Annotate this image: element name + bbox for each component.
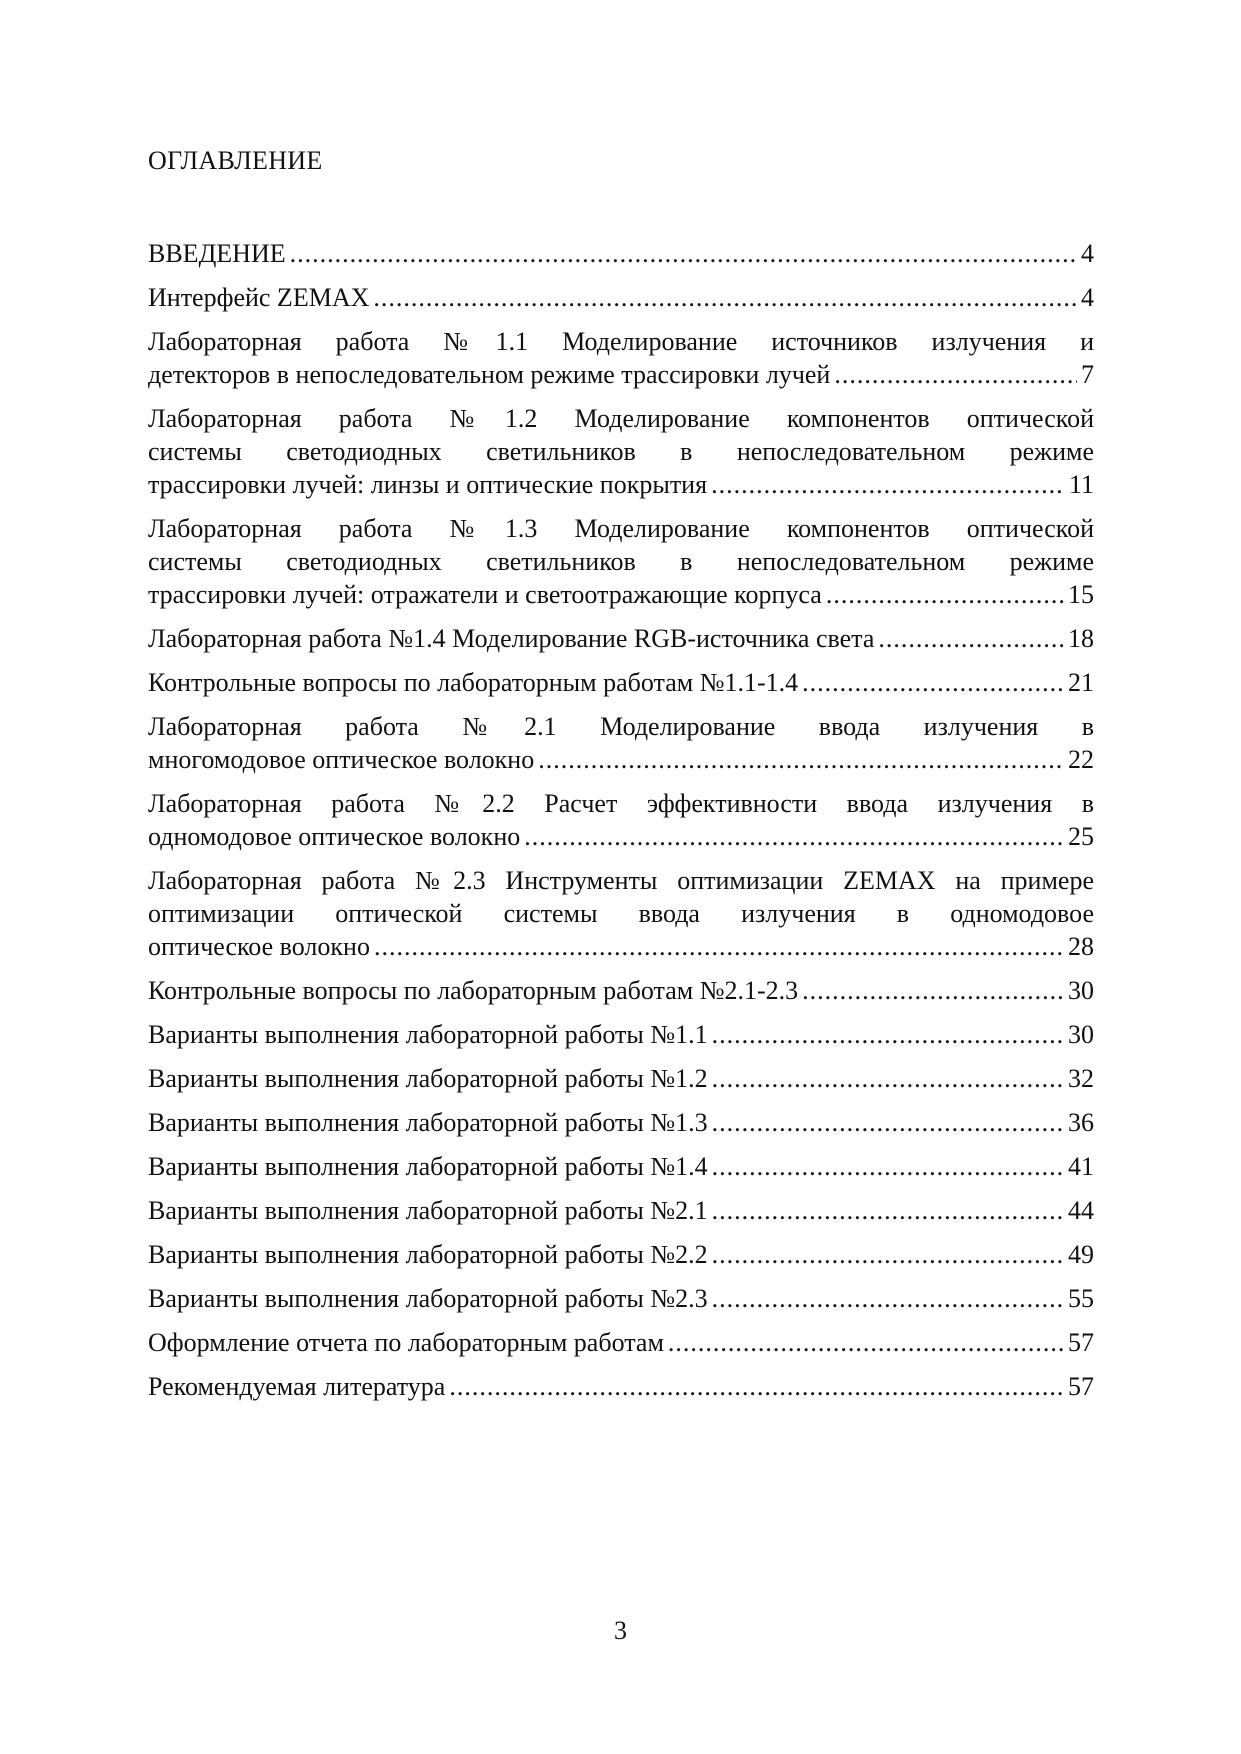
toc-page-number: 21 [1068, 668, 1094, 697]
toc-page-number: 30 [1068, 1020, 1094, 1049]
toc-entry[interactable] [148, 1106, 1094, 1139]
toc-entry-title: трассировки лучей: отражатели и светоотражающие корпуса [148, 580, 822, 609]
toc-entry-line: Лабораторная работа №1.1 Моделирование источников излучения и [148, 327, 1094, 356]
toc-page-number: 4 [1081, 239, 1094, 268]
toc-entry[interactable] [148, 787, 1094, 853]
toc-entry-line: оптимизации оптической системы ввода излучения в одномодовое [148, 899, 1094, 928]
toc-leader-dots [712, 1106, 1064, 1139]
table-of-contents [148, 237, 1094, 1414]
toc-page-number: 57 [1068, 1372, 1094, 1401]
toc-entry-last-line [148, 468, 1094, 501]
toc-page-number: 41 [1068, 1152, 1094, 1181]
toc-leader-dots [712, 1062, 1064, 1095]
toc-leader-dots [374, 930, 1064, 963]
toc-leader-dots [538, 743, 1064, 776]
toc-entry[interactable] [148, 974, 1094, 1007]
toc-entry[interactable] [148, 512, 1094, 611]
toc-leader-dots [373, 281, 1077, 314]
toc-entry-last-line [148, 974, 1094, 1007]
toc-entry[interactable] [148, 622, 1094, 655]
toc-entry-last-line [148, 1018, 1094, 1051]
toc-entry-title: одномодовое оптическое волокно [148, 822, 521, 851]
toc-entry[interactable] [148, 1238, 1094, 1271]
toc-entry-title: ВВЕДЕНИЕ [148, 239, 286, 268]
toc-leader-dots [449, 1370, 1064, 1403]
toc-entry[interactable] [148, 710, 1094, 776]
toc-leader-dots [668, 1326, 1064, 1359]
toc-leader-dots [826, 578, 1064, 611]
toc-entry[interactable] [148, 1282, 1094, 1315]
toc-entry-line: Лабораторная работа №2.2 Расчет эффективности ввода излучения в [148, 789, 1094, 818]
toc-entry-last-line [148, 666, 1094, 699]
toc-entry-last-line [148, 1282, 1094, 1315]
toc-entry[interactable] [148, 237, 1094, 270]
toc-entry-last-line [148, 237, 1094, 270]
toc-entry-last-line [148, 358, 1094, 391]
toc-entry[interactable] [148, 1062, 1094, 1095]
toc-page-number: 15 [1068, 580, 1094, 609]
toc-entry-last-line [148, 1238, 1094, 1271]
toc-entry-title: трассировки лучей: линзы и оптические покрытия [148, 470, 708, 499]
toc-leader-dots [712, 1150, 1064, 1183]
toc-entry-last-line [148, 1370, 1094, 1403]
toc-entry[interactable] [148, 325, 1094, 391]
toc-leader-dots [802, 666, 1064, 699]
toc-entry-line: Лабораторная работа №2.3 Инструменты оптимизации ZEMAX на примере [148, 866, 1094, 895]
toc-page-number: 28 [1068, 932, 1094, 961]
toc-leader-dots [712, 1018, 1064, 1051]
toc-entry-last-line [148, 281, 1094, 314]
page-title: ОГЛАВЛЕНИЕ [148, 146, 323, 175]
toc-entry-title: Варианты выполнения лабораторной работы №2.1 [148, 1196, 708, 1225]
toc-leader-dots [802, 974, 1064, 1007]
toc-entry-line: системы светодиодных светильников в непоследовательном режиме [148, 437, 1094, 466]
toc-entry-title: Варианты выполнения лабораторной работы №2.2 [148, 1240, 708, 1269]
toc-entry-last-line [148, 1062, 1094, 1095]
toc-entry[interactable] [148, 1194, 1094, 1227]
toc-entry-title: Варианты выполнения лабораторной работы №1.1 [148, 1020, 708, 1049]
toc-entry-title: Рекомендуемая литература [148, 1372, 446, 1401]
toc-entry-title: детекторов в непоследовательном режиме трассировки лучей [148, 360, 831, 389]
toc-page-number: 55 [1068, 1284, 1094, 1313]
toc-leader-dots [834, 358, 1077, 391]
toc-entry-last-line [148, 1194, 1094, 1227]
toc-entry-last-line [148, 1106, 1094, 1139]
toc-leader-dots [712, 1282, 1064, 1315]
toc-entry[interactable] [148, 864, 1094, 963]
toc-entry-last-line [148, 578, 1094, 611]
toc-leader-dots [878, 622, 1064, 655]
toc-page-number: 25 [1068, 822, 1094, 851]
toc-entry-last-line [148, 930, 1094, 963]
toc-leader-dots [712, 1194, 1064, 1227]
toc-entry-title: Варианты выполнения лабораторной работы №1.4 [148, 1152, 708, 1181]
toc-leader-dots [524, 820, 1064, 853]
toc-entry[interactable] [148, 666, 1094, 699]
toc-entry-title: Интерфейс ZEMAX [148, 283, 370, 312]
toc-entry-line: Лабораторная работа №1.3 Моделирование компонентов оптической [148, 514, 1094, 543]
toc-page-number: 32 [1068, 1064, 1094, 1093]
toc-entry[interactable] [148, 402, 1094, 501]
toc-page-number: 57 [1068, 1328, 1094, 1357]
toc-entry-last-line [148, 743, 1094, 776]
toc-entry-title: многомодовое оптическое волокно [148, 745, 535, 774]
toc-entry-title: Варианты выполнения лабораторной работы №1.3 [148, 1108, 708, 1137]
toc-entry-title: оптическое волокно [148, 932, 370, 961]
toc-entry-title: Лабораторная работа №1.4 Моделирование RGB-источника света [148, 624, 875, 653]
toc-leader-dots [711, 468, 1065, 501]
toc-page-number: 7 [1081, 360, 1094, 389]
toc-entry[interactable] [148, 1326, 1094, 1359]
toc-entry-line: системы светодиодных светильников в непоследовательном режиме [148, 547, 1094, 576]
toc-entry-last-line [148, 820, 1094, 853]
toc-entry-line: Лабораторная работа №1.2 Моделирование компонентов оптической [148, 404, 1094, 433]
page-number: 3 [614, 1616, 627, 1645]
toc-entry-last-line [148, 622, 1094, 655]
toc-entry-title: Контрольные вопросы по лабораторным работам №1.1-1.4 [148, 668, 799, 697]
toc-entry-title: Варианты выполнения лабораторной работы №2.3 [148, 1284, 708, 1313]
toc-page-number: 44 [1068, 1196, 1094, 1225]
toc-page-number: 36 [1068, 1108, 1094, 1137]
toc-entry-title: Оформление отчета по лабораторным работам [148, 1328, 664, 1357]
toc-entry[interactable] [148, 281, 1094, 314]
toc-entry[interactable] [148, 1150, 1094, 1183]
toc-page-number: 49 [1068, 1240, 1094, 1269]
toc-page-number: 4 [1081, 283, 1094, 312]
toc-entry-line: Лабораторная работа №2.1 Моделирование ввода излучения в [148, 712, 1094, 741]
toc-entry[interactable] [148, 1370, 1094, 1403]
toc-entry[interactable] [148, 1018, 1094, 1051]
toc-page-number: 18 [1068, 624, 1094, 653]
toc-entry-title: Варианты выполнения лабораторной работы №1.2 [148, 1064, 708, 1093]
toc-page-number: 11 [1068, 470, 1094, 499]
toc-entry-title: Контрольные вопросы по лабораторным работам №2.1-2.3 [148, 976, 799, 1005]
toc-entry-last-line [148, 1326, 1094, 1359]
toc-entry-last-line [148, 1150, 1094, 1183]
toc-page-number: 22 [1068, 745, 1094, 774]
toc-page-number: 30 [1068, 976, 1094, 1005]
toc-leader-dots [712, 1238, 1064, 1271]
toc-leader-dots [290, 237, 1077, 270]
